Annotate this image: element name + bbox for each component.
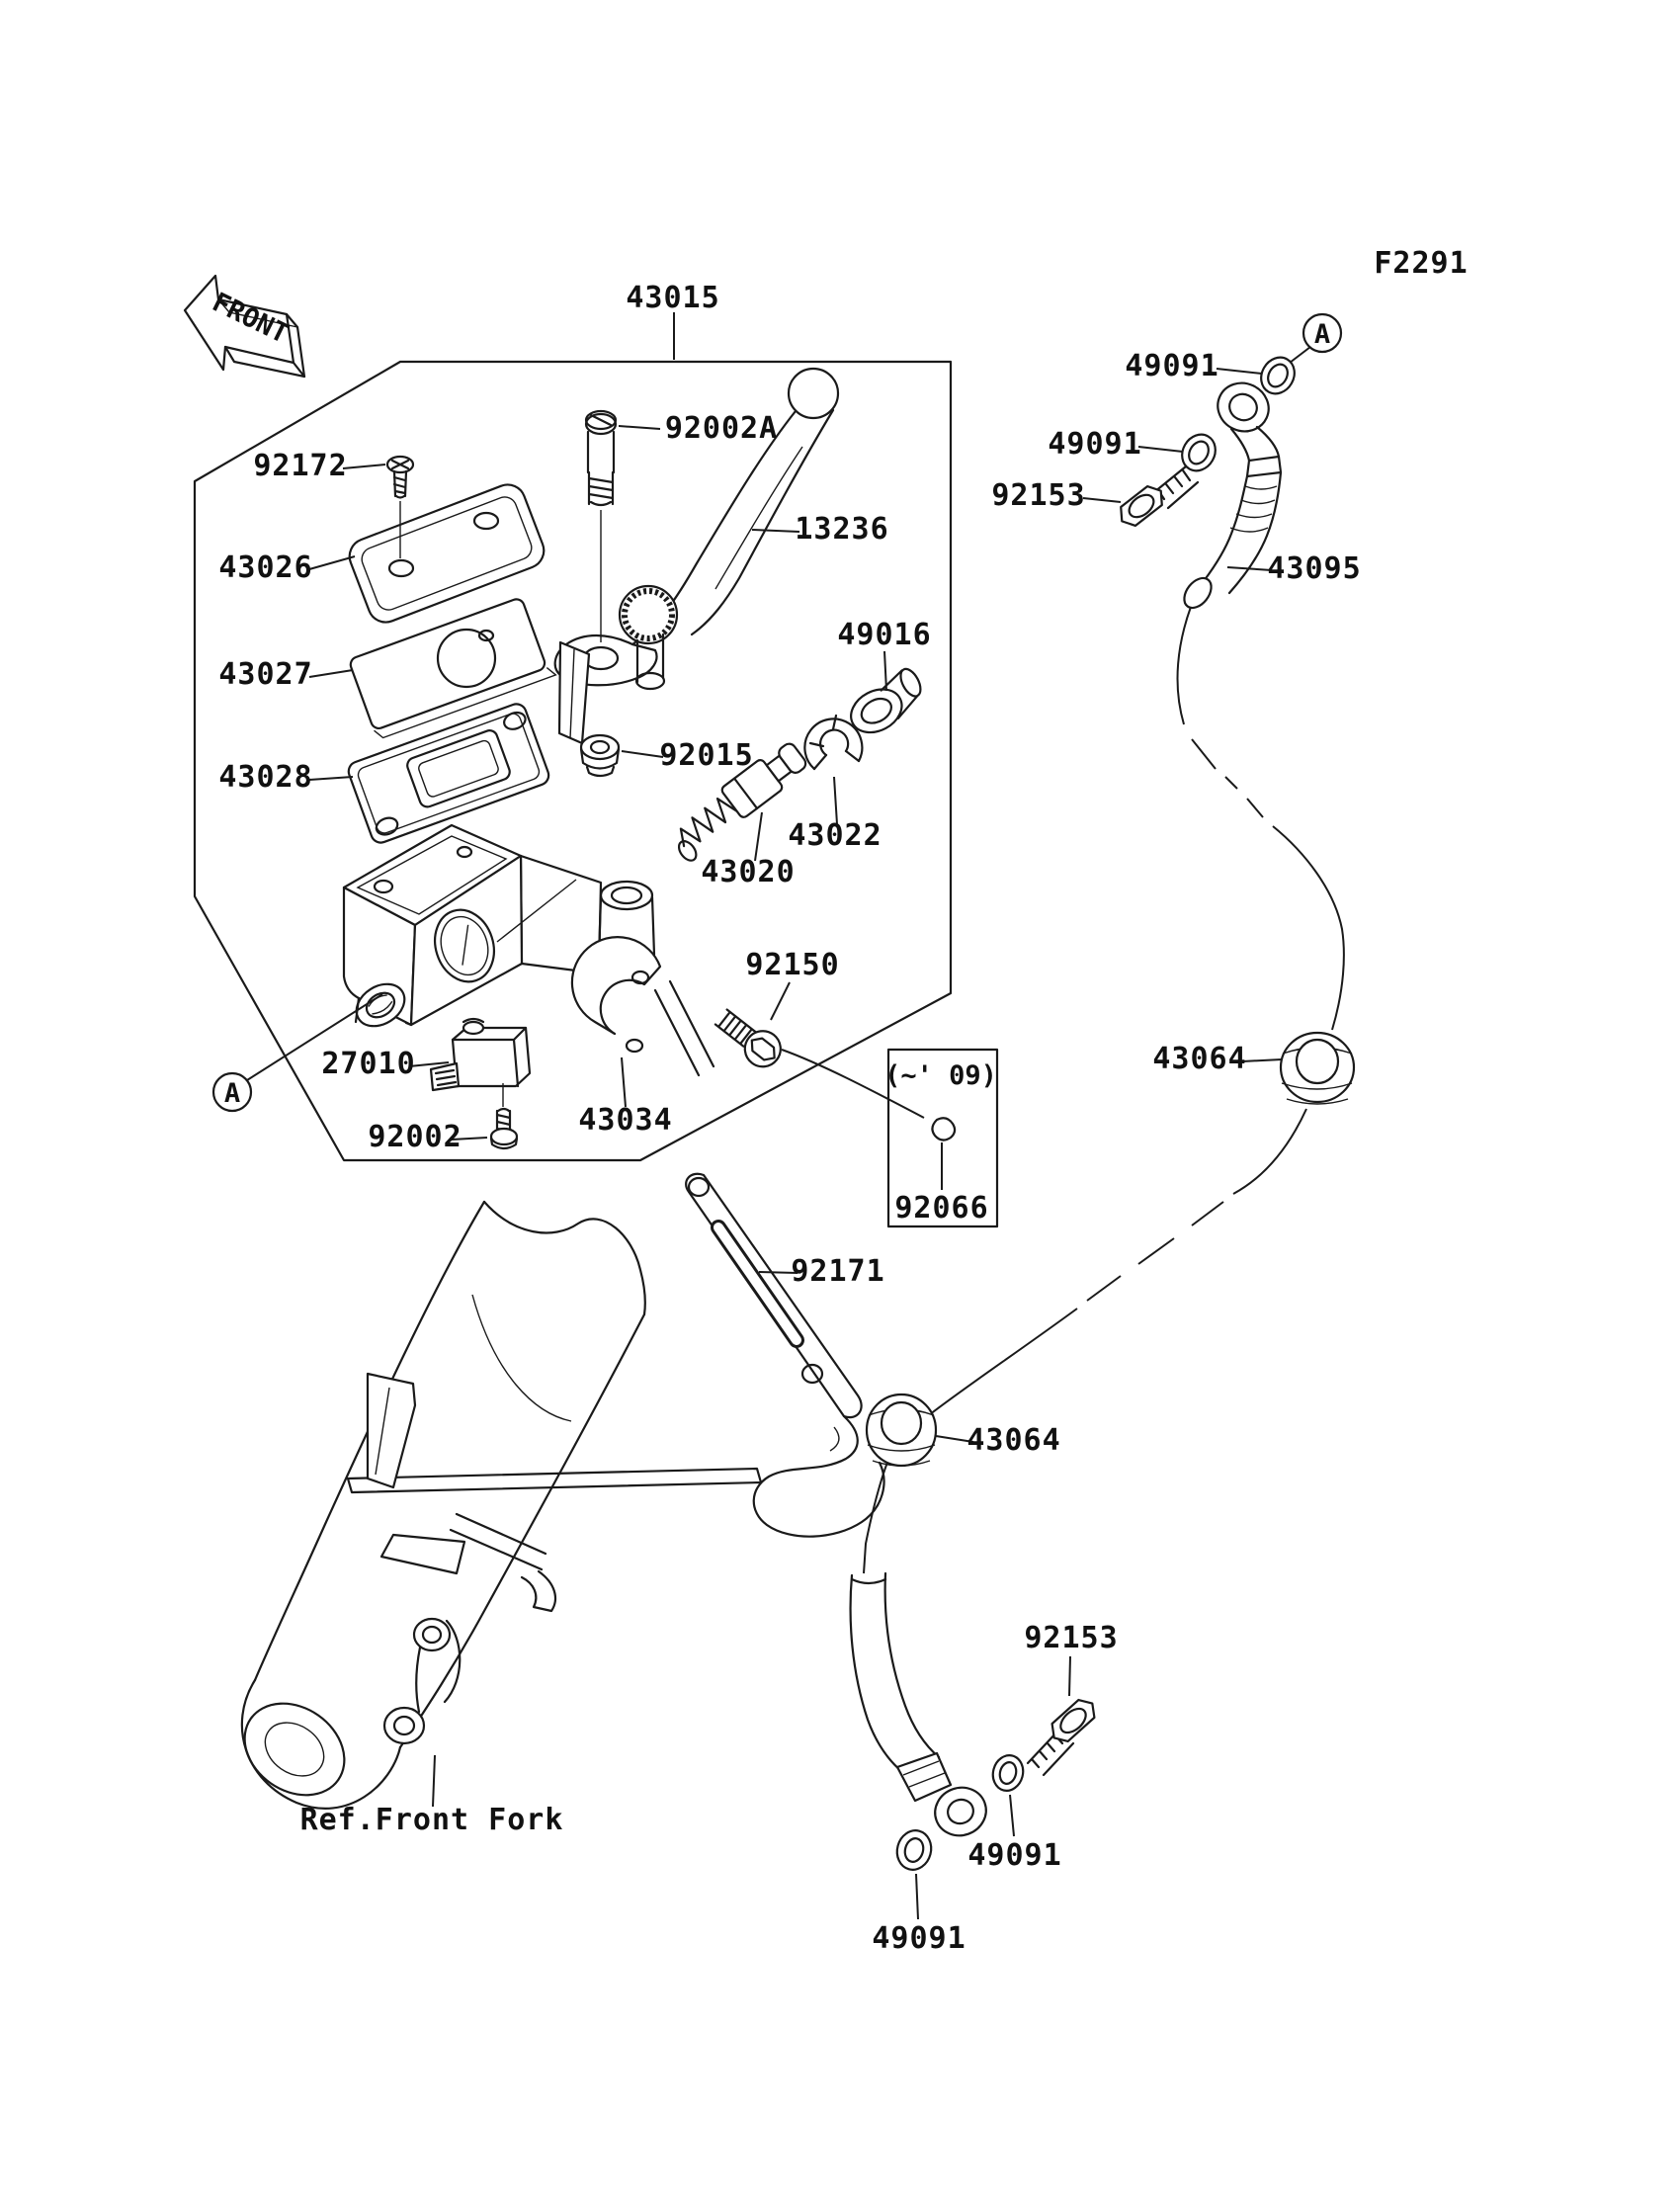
part-label-92002: 92002 (368, 1120, 462, 1154)
front-fork-drawing (227, 1202, 645, 1814)
part-label-43034: 43034 (578, 1103, 673, 1138)
part-label-49091-upper-mid: 49091 (1048, 427, 1142, 462)
part-label-49091-bottom-mid: 49091 (967, 1838, 1062, 1873)
leader-43028 (309, 777, 353, 780)
leader-49091-bottom-mid (1010, 1795, 1014, 1836)
part-label-92153-top: 92153 (991, 478, 1086, 513)
part-label-92015: 92015 (659, 738, 754, 773)
figure-code: F2291 (1374, 246, 1469, 281)
leader-92153-top (1083, 498, 1121, 502)
leader-43027 (309, 670, 353, 677)
part-label-92171: 92171 (791, 1254, 885, 1289)
part-label-49091-bottom: 49091 (872, 1921, 966, 1956)
part-label-92066: 92066 (894, 1191, 989, 1225)
screw-92002-drawing (491, 1083, 517, 1148)
master-cylinder-body-drawing (344, 825, 601, 1035)
leader-92150 (771, 982, 790, 1020)
part-label-43064-right: 43064 (1152, 1042, 1247, 1076)
leader-49091-bottom (916, 1874, 918, 1919)
damper-right-drawing (1281, 1033, 1354, 1104)
hose-route-dashed-lower (1087, 1202, 1223, 1301)
part-label-13236: 13236 (795, 512, 889, 547)
leader-a-top (1290, 347, 1310, 363)
leader-43020 (755, 812, 762, 861)
reference-label-front-fork: Ref.Front Fork (299, 1803, 564, 1837)
leader-43064-right (1242, 1059, 1282, 1061)
plug-92066-drawing (932, 1118, 955, 1140)
leader-49091-upper-mid (1138, 447, 1183, 452)
part-label-43027: 43027 (218, 657, 313, 692)
hose-route-dashed-upper (1192, 739, 1263, 817)
leader-ref-front-fork (433, 1755, 435, 1807)
svg-text:A: A (223, 1078, 241, 1109)
leader-92002a (619, 426, 660, 429)
leader-92153-bottom (1069, 1656, 1070, 1696)
leader-43026 (309, 556, 355, 569)
part-label-92150: 92150 (745, 948, 840, 982)
pivot-bolt-drawing (586, 411, 616, 642)
part-label-43022: 43022 (788, 818, 882, 853)
svg-text:A: A (1313, 319, 1331, 350)
leader-49016 (884, 651, 886, 691)
part-label-43095: 43095 (1267, 551, 1362, 586)
leader-92015 (622, 751, 663, 757)
leader-43034 (622, 1057, 626, 1107)
bolt-92150-drawing (711, 1002, 788, 1073)
banjo-bolt-top-drawing (1115, 466, 1198, 531)
banjo-bolt-bottom-drawing (1028, 1695, 1100, 1775)
part-label-49016: 49016 (837, 618, 932, 652)
part-label-92153-bottom: 92153 (1024, 1621, 1119, 1655)
variant-note-label: (~' 09) (884, 1060, 997, 1091)
washer-bottom-drawing (892, 1826, 935, 1873)
part-label-92002a: 92002A (664, 411, 779, 446)
front-arrow-label: FRONT (207, 287, 294, 350)
part-label-43026: 43026 (218, 550, 313, 585)
part-label-49091-top: 49091 (1125, 349, 1219, 383)
part-label-43015: 43015 (626, 281, 720, 315)
part-label-43064-mid: 43064 (966, 1423, 1061, 1458)
leader-13236 (752, 530, 799, 532)
nut-92015-drawing (581, 735, 619, 776)
leader-43022 (834, 777, 837, 824)
leader-49091-top (1217, 369, 1262, 374)
part-label-92172: 92172 (253, 449, 348, 483)
front-direction-arrow (185, 276, 304, 377)
damper-mid-drawing (867, 1394, 936, 1466)
washer-bottom-mid-drawing (989, 1752, 1027, 1795)
part-label-27010: 27010 (321, 1047, 416, 1081)
leader-92172 (343, 465, 385, 468)
part-label-43028: 43028 (218, 760, 313, 795)
part-label-43020: 43020 (701, 855, 796, 889)
switch-drawing (431, 1019, 530, 1090)
marker-a-top (1290, 314, 1341, 363)
